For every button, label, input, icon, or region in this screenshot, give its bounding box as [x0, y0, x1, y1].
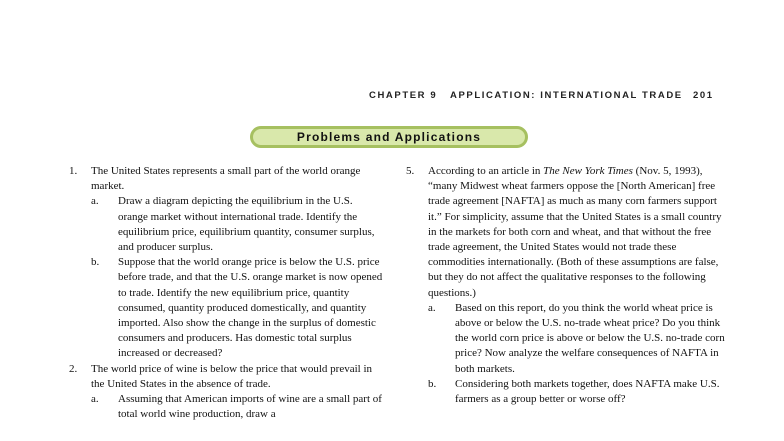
question-text-before: According to an article in: [428, 165, 544, 177]
question-text-after: (Nov. 5, 1993), “many Midwest wheat farmers oppose the [North American] free trade agreement [NAFTA] as much as many corn farmers support it.” For simplicity, assume that the United States is a small country in the markets for both corn and wheat, and that without the free trade agreement, the United States would not trade these commodities internationally. (Both of these assumptions are false, but they do not affect the qualitative responses to the following questions.): [428, 165, 722, 299]
part-label: a.: [91, 195, 99, 208]
question-text: The United States represents a small part of the world orange market.: [91, 165, 361, 193]
question-text: [428, 164, 730, 301]
question-part: [428, 377, 730, 407]
publication-title: The New York Times: [543, 165, 633, 177]
left-column: [69, 164, 385, 422]
part-label: b.: [428, 377, 437, 390]
part-label: b.: [91, 256, 100, 269]
question-5: [406, 164, 730, 407]
question-number: 1.: [69, 165, 78, 177]
chapter-label: CHAPTER 9: [369, 90, 438, 101]
section-title: Problems and Applications: [296, 130, 482, 144]
part-text: Based on this report, do you think the world wheat price is above or below the U.S. no-trade wheat price? Do you think the world corn price is above or below the U.S. no-trade corn price? Now analyze the welfare consequences of NAFTA in both markets.: [455, 301, 725, 375]
running-header: [0, 90, 784, 104]
question-part: [91, 392, 385, 422]
chapter-title: APPLICATION: INTERNATIONAL TRADE: [450, 90, 683, 101]
part-text: Considering both markets together, does NAFTA make U.S. farmers as a group better or worse off?: [455, 377, 720, 406]
question-part: [428, 301, 730, 377]
question-number: 5.: [406, 165, 415, 177]
question-number: 2.: [69, 362, 78, 375]
right-column: [406, 164, 730, 407]
question-part: [91, 255, 385, 361]
page-number: 201: [693, 90, 714, 101]
part-label: a.: [91, 393, 99, 406]
part-text: Assuming that American imports of wine are a small part of total world wine production, draw a: [118, 393, 382, 421]
question-2: [69, 362, 385, 423]
section-title-banner: [250, 126, 528, 148]
part-label: a.: [428, 301, 436, 314]
question-part: [91, 194, 385, 255]
part-text: Draw a diagram depicting the equilibrium in the U.S. orange market without international trade. Identify the equilibrium price, equilibrium quantity, consumer surplus, and producer surplus.: [118, 195, 375, 254]
part-text: Suppose that the world orange price is below the U.S. price before trade, and that the U.S. orange market is now opened to trade. Identify the new equilibrium price, quantity consumed, quantity produced domestically, and quantity imported. Also show the change in the surplus of domestic consumers and producers. Has domestic total surplus increased or decreased?: [118, 256, 383, 360]
question-text: The world price of wine is below the price that would prevail in the United States in the absence of trade.: [91, 362, 373, 390]
question-1: [69, 164, 385, 362]
